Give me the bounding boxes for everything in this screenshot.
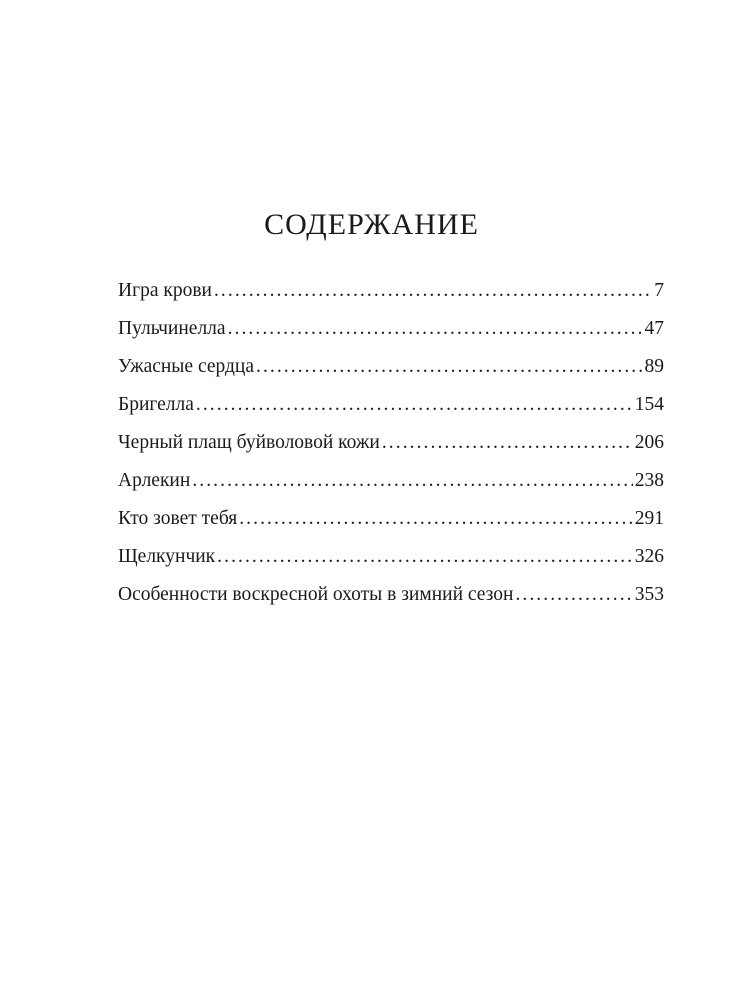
toc-entry-page: 154 — [634, 394, 664, 415]
toc-entry-title: Черный плащ буйволовой кожи — [118, 432, 380, 453]
toc-entry-page: 7 — [654, 280, 664, 301]
toc-entry-page: 238 — [634, 470, 664, 491]
toc-entry-9[interactable] — [118, 584, 664, 622]
toc-entry-6[interactable] — [118, 470, 664, 508]
toc-entry-1[interactable] — [118, 280, 664, 318]
toc-entry-title: Ужасные сердца — [118, 356, 254, 377]
toc-entry-4[interactable] — [118, 394, 664, 432]
toc-entry-title: Пульчинелла — [118, 318, 226, 339]
toc-entry-7[interactable] — [118, 508, 664, 546]
toc-entry-page: 326 — [634, 546, 664, 567]
toc-entry-page: 291 — [634, 508, 664, 529]
dot-leader — [214, 280, 652, 302]
page-title: СОДЕРЖАНИЕ — [264, 208, 479, 241]
toc-entry-title: Кто зовет тебя — [118, 508, 238, 529]
dot-leader — [228, 318, 643, 340]
dot-leader — [196, 394, 633, 416]
toc-entry-title: Щелкунчик — [118, 546, 216, 567]
toc-entry-title: Бригелла — [118, 394, 194, 415]
toc-entry-3[interactable] — [118, 356, 664, 394]
toc-entry-8[interactable] — [118, 546, 664, 584]
dot-leader — [382, 432, 633, 454]
table-of-contents — [118, 280, 664, 622]
toc-entry-5[interactable] — [118, 432, 664, 470]
toc-entry-title: Арлекин — [118, 470, 191, 491]
dot-leader — [256, 356, 643, 378]
dot-leader — [239, 508, 633, 530]
dot-leader — [192, 470, 632, 492]
toc-entry-page: 47 — [644, 318, 664, 339]
toc-entry-page: 206 — [634, 432, 664, 453]
toc-entry-2[interactable] — [118, 318, 664, 356]
toc-entry-page: 89 — [644, 356, 664, 377]
toc-entry-title: Игра крови — [118, 280, 212, 301]
toc-entry-page: 353 — [634, 584, 664, 605]
toc-entry-title: Особенности воскресной охоты в зимний сезон — [118, 584, 514, 605]
dot-leader — [217, 546, 633, 568]
dot-leader — [515, 584, 632, 606]
